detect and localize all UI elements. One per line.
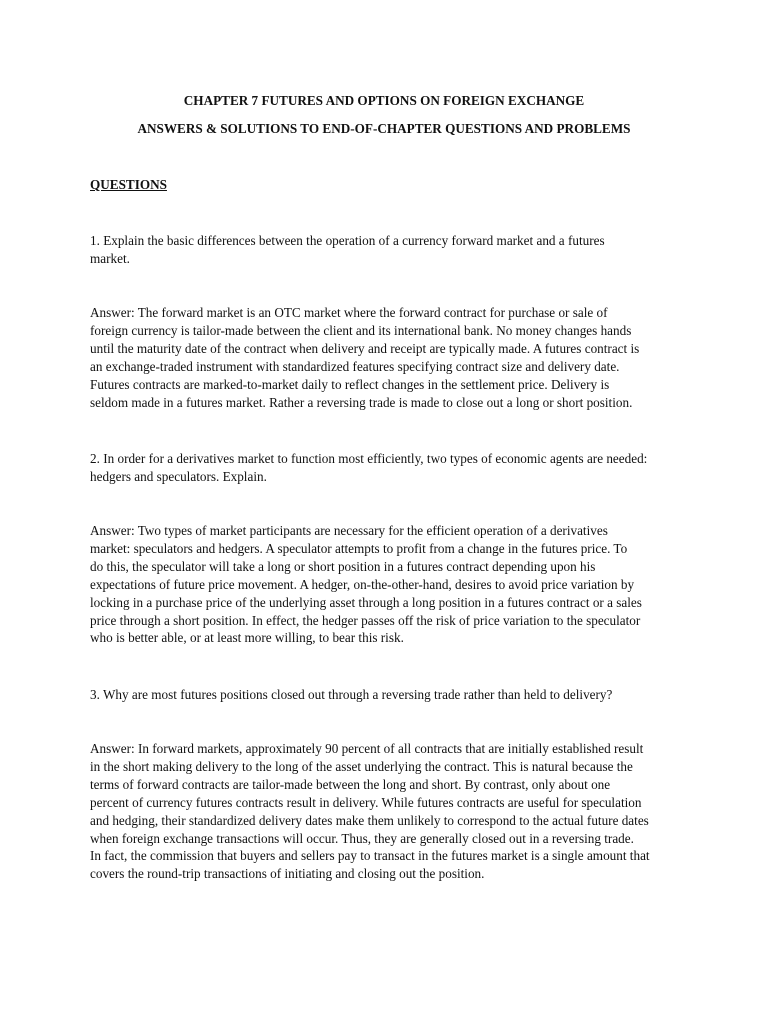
answer-line: an exchange-traded instrument with standardized features specifying contract size and delivery date. bbox=[90, 358, 620, 374]
question-line: 2. In order for a derivatives market to function most efficiently, two types of economic agents are needed: bbox=[90, 451, 648, 466]
answer-line: in the short making delivery to the long of the asset underlying the contract. This is natural because the bbox=[90, 758, 633, 774]
answer-line: Answer: Two types of market participants are necessary for the efficient operation of a derivatives bbox=[90, 523, 608, 538]
answer-1 bbox=[90, 304, 690, 411]
answer-line: when foreign exchange transactions will occur. Thus, they are generally closed out in a reversing trade. bbox=[90, 830, 634, 846]
answer-2 bbox=[90, 522, 690, 647]
answer-line: and hedging, their standardized delivery dates make them unlikely to correspond to the actual future dates bbox=[90, 812, 649, 828]
chapter-subtitle: ANSWERS & SOLUTIONS TO END-OF-CHAPTER QUESTIONS AND PROBLEMS bbox=[137, 121, 631, 136]
answer-line: Answer: The forward market is an OTC market where the forward contract for purchase or sale of bbox=[90, 305, 608, 320]
answer-3 bbox=[90, 740, 690, 883]
answer-line: percent of currency futures contracts result in delivery. While futures contracts are useful for speculation bbox=[90, 794, 642, 810]
answer-line: seldom made in a futures market. Rather a reversing trade is made to close out a long or short position. bbox=[90, 394, 633, 410]
answer-line: expectations of future price movement. A hedger, on-the-other-hand, desires to avoid price variation by bbox=[90, 576, 635, 592]
question-1 bbox=[90, 232, 690, 268]
answer-line: market: speculators and hedgers. A speculator attempts to profit from a change in the futures price. To bbox=[90, 540, 628, 556]
answer-line: terms of forward contracts are tailor-made between the long and short. By contrast, only about one bbox=[90, 776, 611, 792]
chapter-title: CHAPTER 7 FUTURES AND OPTIONS ON FOREIGN EXCHANGE bbox=[183, 93, 585, 108]
question-line: 3. Why are most futures positions closed out through a reversing trade rather than held to delivery? bbox=[90, 687, 613, 702]
answer-line: foreign currency is tailor-made between the client and its international bank. No money changes hands bbox=[90, 322, 632, 338]
answer-line: do this, the speculator will take a long or short position in a futures contract depending upon his bbox=[90, 558, 596, 574]
question-3 bbox=[90, 686, 690, 704]
question-2 bbox=[90, 450, 690, 486]
answer-line: Answer: In forward markets, approximately 90 percent of all contracts that are initially established result bbox=[90, 741, 644, 756]
answer-line: until the maturity date of the contract when delivery and receipt are typically made. A futures contract is bbox=[90, 340, 640, 356]
answer-line: locking in a purchase price of the underlying asset through a long position in a futures contract or a sales bbox=[90, 594, 642, 610]
answer-line: Futures contracts are marked-to-market daily to reflect changes in the settlement price. Delivery is bbox=[90, 376, 610, 392]
question-line: 1. Explain the basic differences between the operation of a currency forward market and a futures bbox=[90, 233, 605, 248]
question-line: market. bbox=[90, 250, 130, 266]
question-line: hedgers and speculators. Explain. bbox=[90, 468, 267, 484]
answer-line: In fact, the commission that buyers and sellers pay to transact in the futures market is a single amount that bbox=[90, 848, 650, 864]
answer-line: price through a short position. In effect, the hedger passes off the risk of price variation to the speculator bbox=[90, 612, 641, 628]
answer-line: covers the round-trip transactions of initiating and closing out the position. bbox=[90, 866, 485, 882]
section-heading-questions: QUESTIONS bbox=[90, 177, 167, 192]
answer-line: who is better able, or at least more willing, to bear this risk. bbox=[90, 630, 404, 646]
